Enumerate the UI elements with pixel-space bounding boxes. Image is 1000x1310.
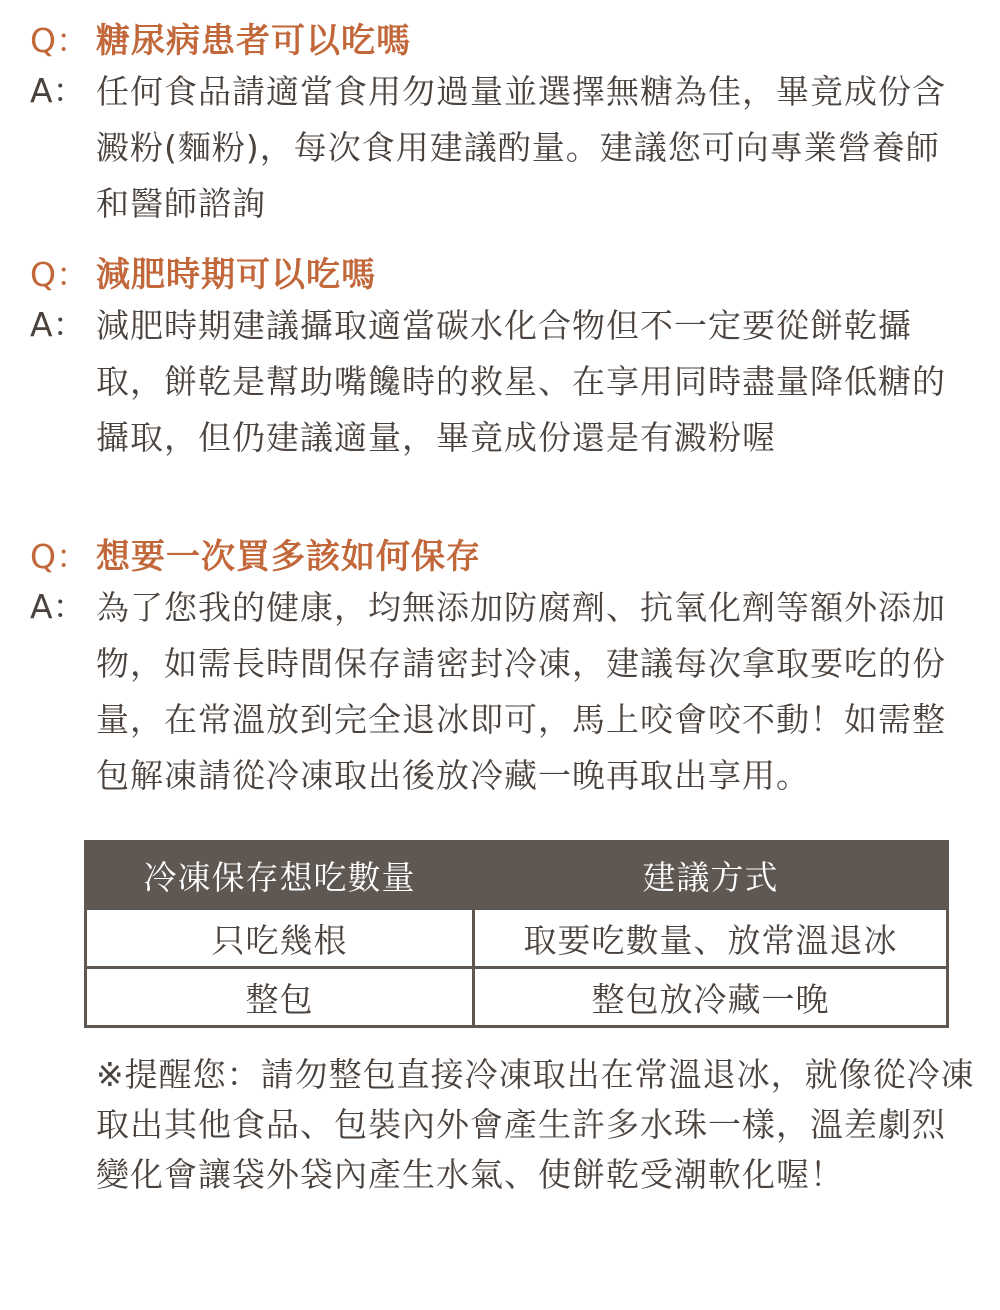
question-prefix: Q：	[30, 21, 89, 60]
table-row	[86, 968, 948, 1027]
question-prefix: Q：	[30, 537, 89, 576]
question-text: 糖尿病患者可以吃嗎	[96, 21, 411, 61]
answer-text: 任何食品請適當食用勿過量並選擇無糖為佳，畢竟成份含澱粉(麵粉)，每次食用建議酌量。建議您可向專業營養師和醫師諮詢	[96, 72, 946, 223]
answer-row	[30, 302, 970, 466]
table-header-cell: 建議方式	[474, 842, 948, 909]
question-row	[30, 534, 970, 580]
question-text: 減肥時期可以吃嗎	[96, 255, 376, 295]
answer-row	[30, 68, 970, 232]
answer-prefix: A：	[30, 587, 86, 626]
table-row	[86, 909, 948, 968]
question-row	[30, 18, 970, 64]
question-row	[30, 252, 970, 298]
table-cell: 整包放冷藏一晚	[474, 968, 948, 1027]
answer-text: 為了您我的健康，均無添加防腐劑、抗氧化劑等額外添加物，如需長時間保存請密封冷凍，建議每次拿取要吃的份量，在常溫放到完全退冰即可，馬上咬會咬不動！如需整包解凍請從冷凍取出後放冷藏一晚再取出享用。	[96, 588, 946, 795]
question-prefix: Q：	[30, 255, 89, 294]
table-header-row	[86, 842, 948, 909]
faq-item	[30, 534, 970, 804]
question-text: 想要一次買多該如何保存	[96, 537, 481, 577]
faq-item	[30, 252, 970, 466]
answer-prefix: A：	[30, 305, 86, 344]
answer-prefix: A：	[30, 71, 86, 110]
table-cell: 只吃幾根	[86, 909, 474, 968]
table-cell: 取要吃數量、放常溫退冰	[474, 909, 948, 968]
answer-row	[30, 584, 970, 804]
answer-text: 減肥時期建議攝取適當碳水化合物但不一定要從餅乾攝取，餅乾是幫助嘴饞時的救星、在享用同時盡量降低糖的攝取，但仍建議適量，畢竟成份還是有澱粉喔	[96, 306, 946, 457]
table-cell: 整包	[86, 968, 474, 1027]
storage-table	[84, 840, 946, 1028]
faq-item	[30, 18, 970, 232]
table-header-cell: 冷凍保存想吃數量	[86, 842, 474, 909]
reminder-note: ※提醒您：請勿整包直接冷凍取出在常溫退冰，就像從冷凍取出其他食品、包裝內外會產生許多水珠一樣，溫差劇烈變化會讓袋外袋內產生水氣、使餅乾受潮軟化喔！	[96, 1055, 975, 1194]
